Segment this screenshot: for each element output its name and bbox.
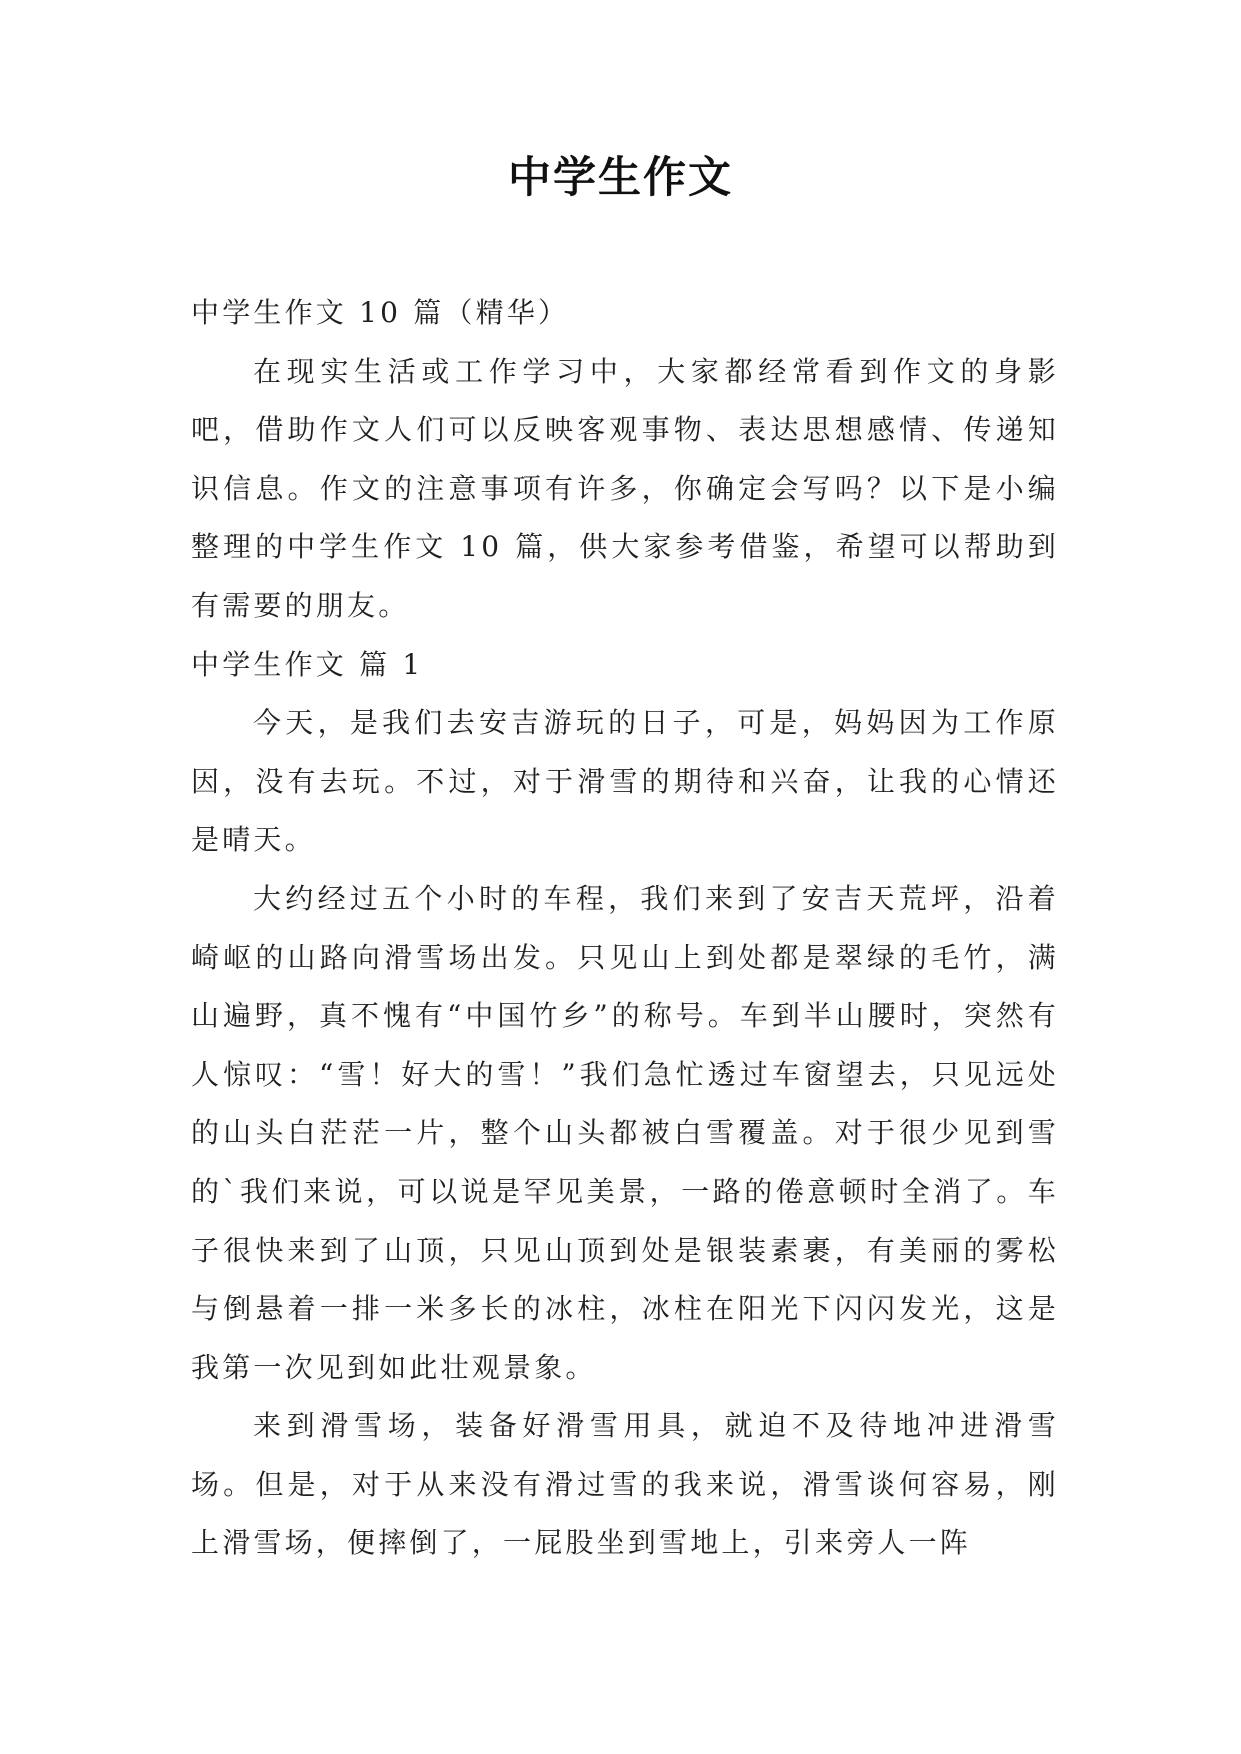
section-heading: 中学生作文 10 篇（精华） — [191, 296, 570, 329]
body-paragraph: 来到滑雪场，装备好滑雪用具，就迫不及待地冲进滑雪场。但是，对于从来没有滑过雪的我来说，滑雪谈何容易，刚上滑雪场，便摔倒了，一屁股坐到雪地上，引来旁人一阵 — [191, 1409, 1059, 1560]
body-paragraph: 大约经过五个小时的车程，我们来到了安吉天荒坪，沿着崎岖的山路向滑雪场出发。只见山上到处都是翠绿的毛竹，满山遍野，真不愧有“中国竹乡”的称号。车到半山腰时，突然有人惊叹：“雪！好大的雪！”我们急忙透过车窗望去，只见远处的山头白茫茫一片，整个山头都被白雪覆盖。对于很少见到雪的`我们来说，可以说是罕见美景，一路的倦意顿时全消了。车子很快来到了山顶，只见山顶到处是银装素裹，有美丽的雾松与倒悬着一排一米多长的冰柱，冰柱在阳光下闪闪发光，这是我第一次见到如此壮观景象。 — [191, 881, 1059, 1384]
intro-paragraph: 在现实生活或工作学习中，大家都经常看到作文的身影吧，借助作文人们可以反映客观事物、表达思想感情、传递知识信息。作文的注意事项有许多，你确定会写吗？以下是小编整理的中学生作文 10 篇，供大家参考借鉴，希望可以帮助到有需要的朋友。 — [191, 354, 1059, 622]
document-title: 中学生作文 — [508, 153, 733, 203]
section-heading-essay-1: 中学生作文 篇 1 — [191, 647, 424, 681]
document-body — [191, 284, 1059, 1573]
body-paragraph: 今天，是我们去安吉游玩的日子，可是，妈妈因为工作原因，没有去玩。不过，对于滑雪的期待和兴奋，让我的心情还是晴天。 — [191, 706, 1059, 857]
